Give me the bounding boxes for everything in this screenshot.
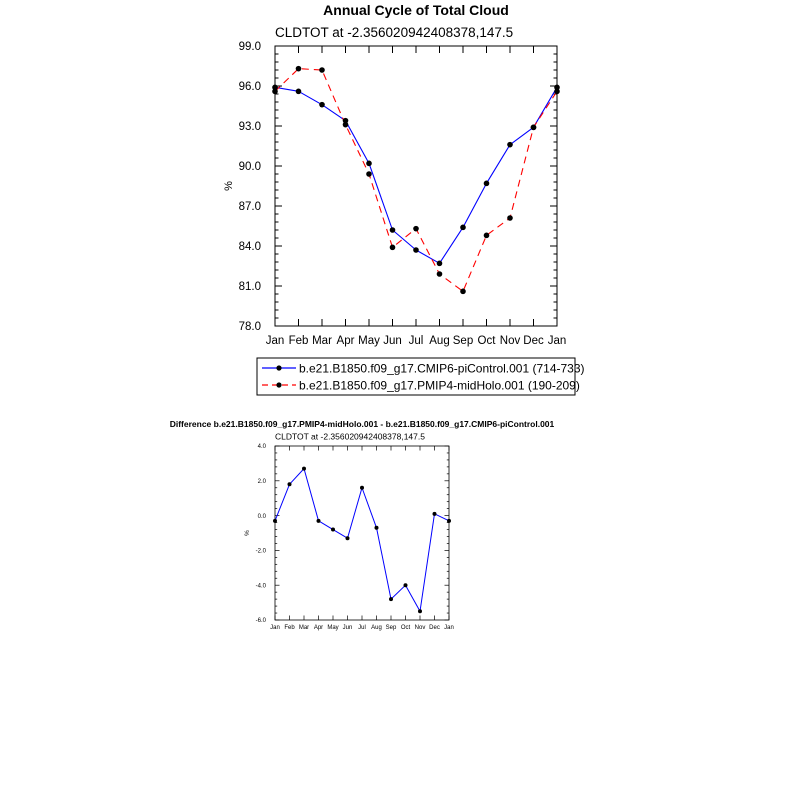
data-point xyxy=(484,233,490,239)
x-tick-label: Jul xyxy=(408,335,424,347)
difference-x-tick-label: Jan xyxy=(270,625,280,631)
x-tick-label: Mar xyxy=(312,335,332,347)
data-point xyxy=(366,161,372,167)
y-tick-label: 99.0 xyxy=(238,41,261,54)
data-point xyxy=(319,102,325,108)
axes xyxy=(239,41,567,347)
data-point xyxy=(272,89,278,95)
difference-data-point xyxy=(433,512,437,516)
difference-x-tick-label: Dec xyxy=(429,625,440,631)
legend-entry-midholo xyxy=(262,379,580,393)
y-tick-label: 84.0 xyxy=(238,241,261,254)
legend-marker-picontrol xyxy=(276,365,281,370)
difference-data-point xyxy=(389,597,393,601)
difference-data-point xyxy=(317,519,321,523)
x-tick-label: Oct xyxy=(477,335,496,347)
difference-y-tick-label: -2.0 xyxy=(255,548,266,555)
data-point xyxy=(507,142,513,148)
difference-y-tick-label: -4.0 xyxy=(255,583,266,590)
data-point xyxy=(460,225,466,231)
difference-data-points xyxy=(273,467,451,614)
x-tick-label: Dec xyxy=(523,335,544,347)
difference-data-point xyxy=(375,526,379,530)
data-point xyxy=(437,271,443,277)
data-point xyxy=(366,171,372,177)
legend xyxy=(257,358,585,395)
difference-data-point xyxy=(360,486,364,490)
difference-x-tick-label: Feb xyxy=(284,625,295,631)
difference-data-point xyxy=(302,467,306,471)
difference-data-point xyxy=(418,609,422,613)
difference-x-tick-label: Aug xyxy=(371,625,382,631)
y-tick-label: 81.0 xyxy=(238,281,261,294)
data-point xyxy=(484,181,490,187)
difference-x-tick-label: Apr xyxy=(313,625,324,631)
x-tick-label: Nov xyxy=(499,335,521,347)
data-point xyxy=(296,89,302,95)
x-tick-label: Apr xyxy=(336,335,355,347)
data-point xyxy=(413,247,419,253)
y-axis-label: % xyxy=(223,181,235,191)
difference-x-tick-label: Jul xyxy=(358,625,366,631)
chart-title: Annual Cycle of Total Cloud xyxy=(323,2,509,18)
annual-cycle-chart xyxy=(223,2,585,395)
y-tick-label: 96.0 xyxy=(238,81,261,94)
difference-data-point xyxy=(404,583,408,587)
x-tick-label: Jan xyxy=(265,335,285,347)
data-point xyxy=(296,66,302,72)
x-tick-label: May xyxy=(358,335,380,347)
difference-data-point xyxy=(447,519,451,523)
y-tick-label: 87.0 xyxy=(238,201,261,214)
data-point xyxy=(390,245,396,251)
difference-y-tick-label: 4.0 xyxy=(257,444,266,451)
data-point xyxy=(390,227,396,233)
x-tick-label: Jun xyxy=(383,335,402,347)
difference-x-tick-label: Nov xyxy=(414,625,426,631)
difference-data-point xyxy=(288,482,292,486)
data-lines xyxy=(275,69,557,292)
data-point xyxy=(413,226,419,232)
data-point xyxy=(531,125,537,131)
y-tick-label: 93.0 xyxy=(238,121,261,134)
difference-x-tick-label: Jan xyxy=(444,625,454,631)
data-points xyxy=(272,66,560,294)
difference-data-point xyxy=(346,536,350,540)
legend-label-midholo: b.e21.B1850.f09_g17.PMIP4-midHolo.001 (190-209) xyxy=(299,378,580,393)
difference-chart-title: Difference b.e21.B1850.f09_g17.PMIP4-midHolo.001 - b.e21.B1850.f09_g17.CMIP6-piControl.001 xyxy=(169,419,555,429)
plot-frame xyxy=(275,46,557,326)
legend-marker-midholo xyxy=(276,382,281,387)
series-line-0 xyxy=(275,87,557,263)
data-point xyxy=(343,122,349,128)
difference-y-tick-label: 0.0 xyxy=(257,513,266,520)
difference-data-point xyxy=(273,519,277,523)
x-tick-label: Feb xyxy=(288,335,309,347)
difference-chart-subtitle: CLDTOT at -2.356020942408378,147.5 xyxy=(275,431,425,442)
data-point xyxy=(507,215,513,221)
legend-label-picontrol: b.e21.B1850.f09_g17.CMIP6-piControl.001 (714-733) xyxy=(299,361,585,376)
difference-x-tick-label: Sep xyxy=(385,625,397,631)
y-tick-label: 78.0 xyxy=(238,321,261,334)
chart-subtitle: CLDTOT at -2.356020942408378,147.5 xyxy=(275,25,514,40)
difference-x-tick-label: May xyxy=(327,625,339,631)
difference-data-point xyxy=(331,528,335,532)
difference-x-tick-label: Mar xyxy=(298,625,310,631)
difference-data-line xyxy=(275,469,449,612)
data-point xyxy=(437,261,443,267)
x-tick-label: Sep xyxy=(452,335,474,347)
difference-y-tick-label: -6.0 xyxy=(255,618,266,625)
difference-series-line-0 xyxy=(275,469,449,612)
difference-chart xyxy=(170,419,555,631)
data-point xyxy=(319,67,325,73)
data-point xyxy=(554,89,560,95)
data-point xyxy=(460,289,466,295)
legend-entry-picontrol xyxy=(262,362,585,376)
x-tick-label: Jan xyxy=(547,335,567,347)
difference-y-axis-label: % xyxy=(244,530,251,536)
difference-y-tick-label: 2.0 xyxy=(257,478,266,485)
difference-axes xyxy=(256,444,454,631)
difference-x-tick-label: Oct xyxy=(400,625,411,631)
x-tick-label: Aug xyxy=(429,335,450,347)
y-tick-label: 90.0 xyxy=(238,161,261,174)
difference-x-tick-label: Jun xyxy=(342,625,353,631)
